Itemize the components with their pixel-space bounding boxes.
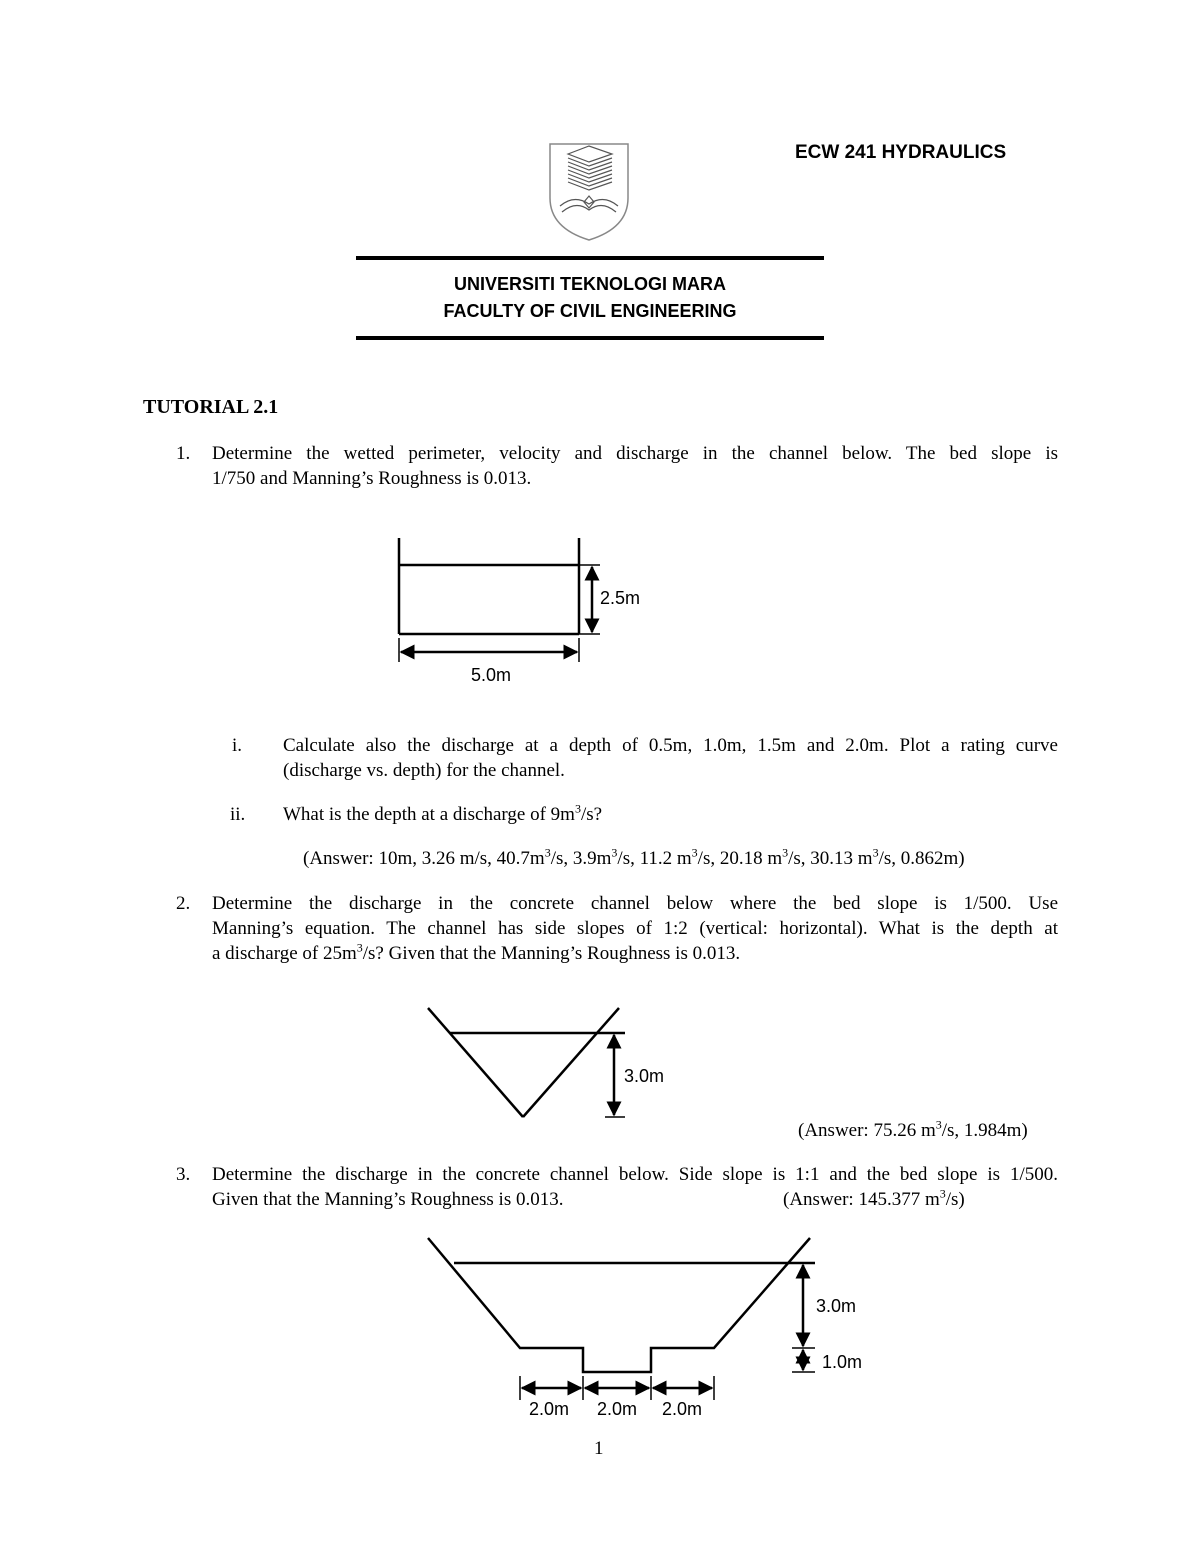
triangle-right-side (523, 1008, 619, 1117)
q1-sub-i-line1: Calculate also the discharge at a depth of 0.5m, 1.0m, 1.5m and 2.0m. Plot a rating curve (283, 735, 1058, 756)
compound-step-label: 1.0m (822, 1352, 863, 1372)
page-number: 1 (594, 1438, 604, 1459)
tutorial-title: TUTORIAL 2.1 (143, 396, 279, 418)
faculty-name: FACULTY OF CIVIL ENGINEERING (443, 301, 737, 321)
rect-depth-label: 2.5m (600, 588, 641, 608)
compound-channel-outline (428, 1238, 810, 1372)
university-name: UNIVERSITI TEKNOLOGI MARA (453, 274, 726, 294)
compound-width-label-mid: 2.0m (597, 1399, 638, 1419)
q3-number: 3. (176, 1164, 191, 1185)
q2-text-line3: a discharge of $25m^3/s$? Given that the Manning’s Roughness is 0.013. (212, 940, 741, 964)
q1-sub-ii-numeral: ii. (230, 804, 246, 825)
q1-answer: (Answer: 10m, 3.26 m/s, $40.7m^3/s$, $3.9m^3/s$, 11.2 $m^3/s$, 20.18 $m^3/s$, 30.13 $m^3/s$, 0.862m) (303, 845, 965, 869)
q2-text-line1: Determine the discharge in the concrete channel below where the bed slope is 1/500. Use (212, 893, 1058, 914)
header-bottom-rule (356, 336, 824, 340)
compound-width-label-left: 2.0m (529, 1399, 570, 1419)
course-title: ECW 241 HYDRAULICS (795, 142, 1007, 163)
q1-text-line1: Determine the wetted perimeter, velocity and discharge in the channel below. The bed slope is (212, 443, 1058, 464)
q1-sub-i-numeral: i. (232, 735, 243, 756)
compound-channel-diagram (420, 1230, 820, 1420)
compound-width-label-right: 2.0m (662, 1399, 703, 1419)
q1-text-line2: 1/750 and Manning’s Roughness is 0.013. (212, 468, 532, 489)
q3-text-line2: Given that the Manning’s Roughness is 0.013. (212, 1189, 564, 1210)
q2-text-line2: Manning’s equation. The channel has side slopes of 1:2 (vertical: horizontal). What is the depth at (212, 918, 1058, 939)
header-top-rule (356, 256, 824, 260)
q3-answer: (Answer: 145.377 $m^3/s$) (783, 1186, 965, 1210)
triangular-channel-diagram (420, 1000, 640, 1125)
q2-answer: (Answer: 75.26 $m^3/s$, 1.984m) (798, 1117, 1028, 1141)
q1-sub-i-line2: (discharge vs. depth) for the channel. (283, 760, 565, 781)
triangle-depth-label: 3.0m (624, 1066, 665, 1086)
compound-depth-label: 3.0m (816, 1296, 857, 1316)
triangle-left-side (428, 1008, 523, 1117)
q1-sub-ii-text: What is the depth at a discharge of $9m^3/s$? (283, 801, 603, 825)
rect-width-label: 5.0m (471, 665, 512, 685)
rectangular-channel-diagram (390, 530, 670, 700)
q3-text-line1: Determine the discharge in the concrete channel below. Side slope is 1:1 and the bed slope is 1/500. (212, 1164, 1058, 1185)
q2-number: 2. (176, 893, 191, 914)
q1-number: 1. (176, 443, 191, 464)
university-crest-logo (546, 140, 632, 242)
